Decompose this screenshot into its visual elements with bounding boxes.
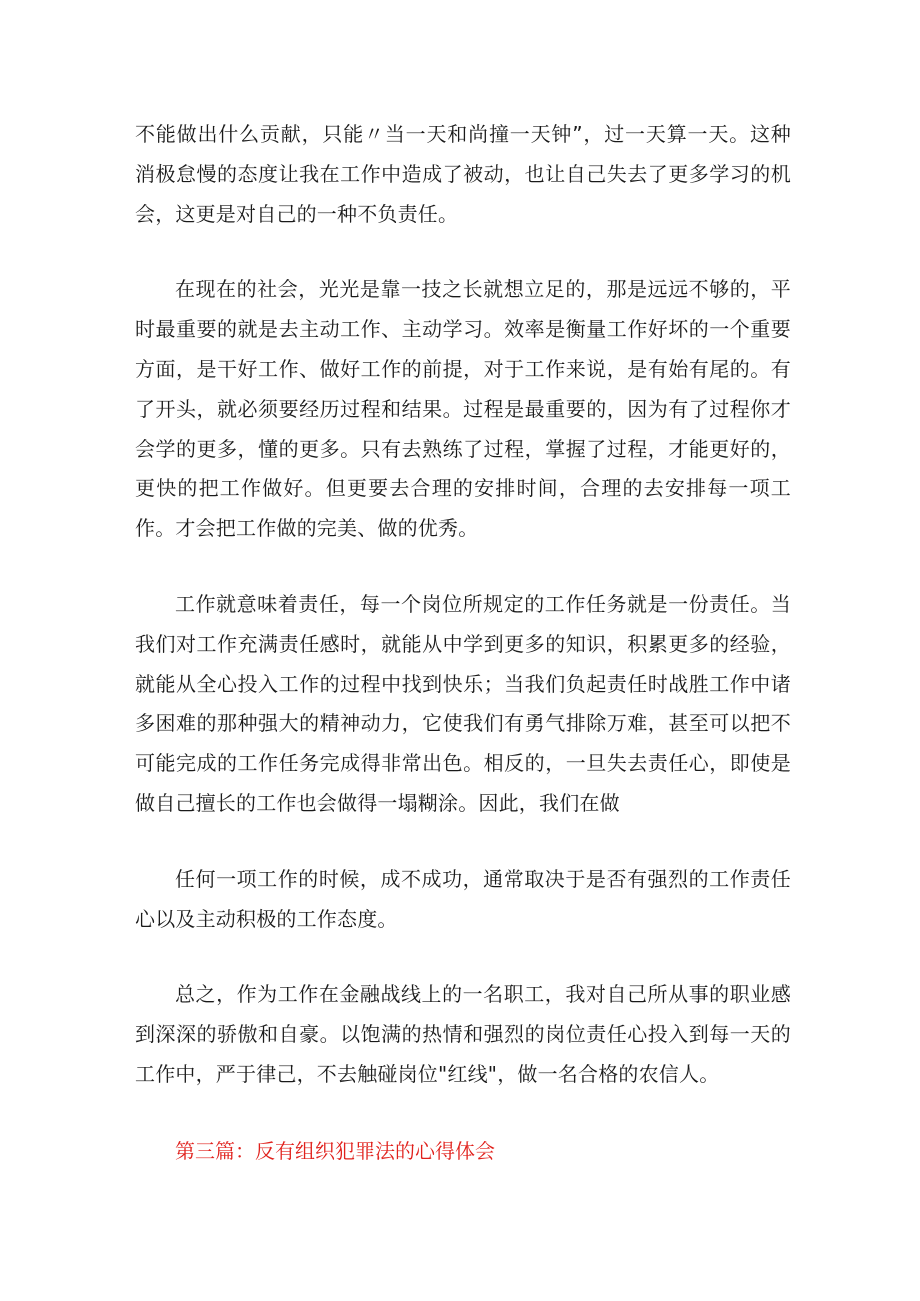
paragraph-gap — [135, 549, 791, 585]
paragraph-gap — [135, 939, 791, 975]
paragraph-gap — [135, 1095, 791, 1131]
paragraph-1: 不能做出什么贡献，只能〃当一天和尚撞一天钟”，过一天算一天。这种消极怠慢的态度让我在工作中造成了被动，也让自己失去了更多学习的机会，这更是对自己的一种不负责任。 — [135, 122, 791, 226]
paragraph-4: 任何一项工作的时候，成不成功，通常取决于是否有强烈的工作责任心以及主动积极的工作态度。 — [135, 866, 791, 931]
paragraph-5: 总之，作为工作在金融战线上的一名职工，我对自己所从事的职业感到深深的骄傲和自豪。以饱满的热情和强烈的岗位责任心投入到每一天的工作中，严于律己，不去触碰岗位"红线"，做一名合格的农信人。 — [135, 982, 791, 1086]
paragraph-3: 工作就意味着责任，每一个岗位所规定的工作任务就是一份责任。当我们对工作充满责任感时，就能从中学到更多的知识，积累更多的经验，就能从全心投入工作的过程中找到快乐；当我们负起责任时战胜工作中诸多困难的那种强大的精神动力，它使我们有勇气排除万难，甚至可以把不可能完成的工作任务完成得非常出色。相反的，一旦失去责任心，即使是做自己擅长的工作也会做得一塌糊涂。因此，我们在做 — [135, 591, 791, 815]
document-page — [135, 115, 791, 1171]
section-heading: 第三篇：反有组织犯罪法的心得体会 — [175, 1138, 495, 1163]
paragraph-gap — [135, 234, 791, 270]
paragraph-2: 在现在的社会，光光是靠一技之长就想立足的，那是远远不够的，平时最重要的就是去主动工作、主动学习。效率是衡量工作好坏的一个重要方面，是干好工作、做好工作的前提，对于工作来说，是有始有尾的。有了开头，就必须要经历过程和结果。过程是最重要的，因为有了过程你才会学的更多，懂的更多。只有去熟练了过程，掌握了过程，才能更好的，更快的把工作做好。但更要去合理的安排时间，合理的去安排每一项工作。才会把工作做的完美、做的优秀。 — [135, 277, 791, 541]
paragraph-gap — [135, 824, 791, 860]
